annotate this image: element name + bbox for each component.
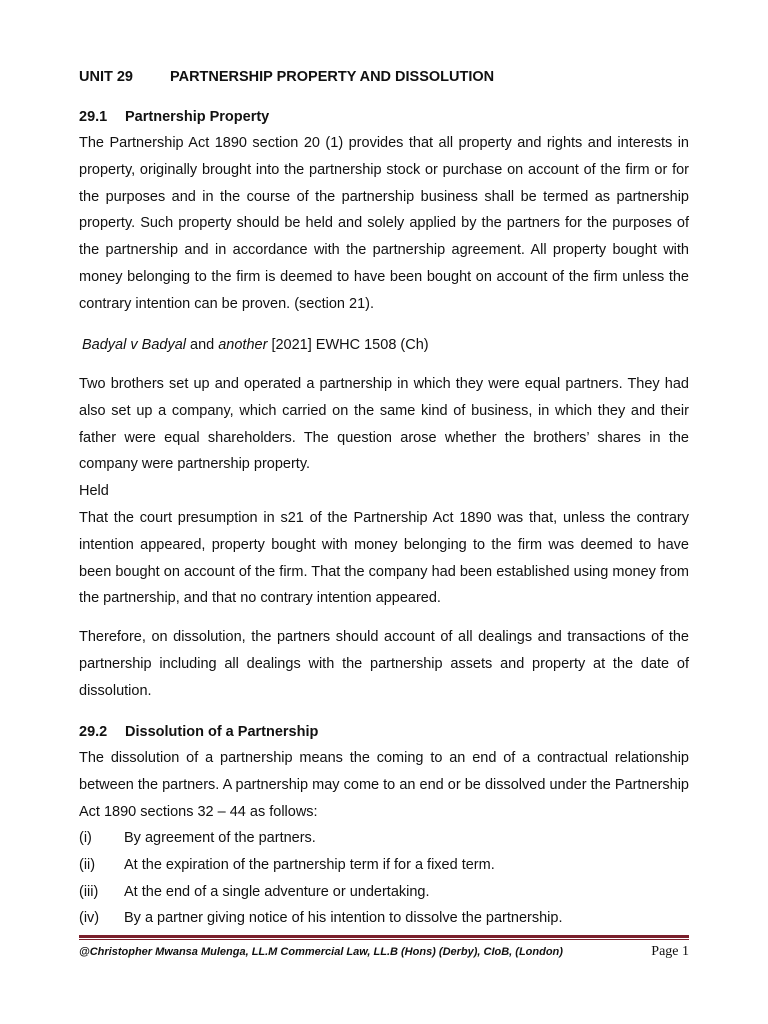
held-paragraph: That the court presumption in s21 of the Partnership Act 1890 was that, unless the contrary intention appeared, property bought with money belonging to the firm was deemed to have been bought on account of the firm. That the company had been established using money from the partnership, and that no contrary intention appeared. <box>79 510 689 607</box>
case-citation <box>82 337 692 353</box>
list-item <box>79 825 689 852</box>
case-reference: [2021] EWHC 1508 (Ch) <box>267 337 429 353</box>
unit-title: PARTNERSHIP PROPERTY AND DISSOLUTION <box>170 69 495 85</box>
list-item <box>79 852 689 879</box>
dissolution-paragraph: The dissolution of a partnership means the coming to an end of a contractual relationship between the partners. A partnership may come to an end or be dissolved under the Partnership Act 1890 sections 32 – 44 as follows: <box>79 750 689 820</box>
section-heading-29-1 <box>79 109 689 125</box>
list-item-number: (ii) <box>79 856 96 873</box>
footer-divider-thick <box>79 935 689 938</box>
held-label: Held <box>79 483 109 499</box>
section-title: Partnership Property <box>125 109 270 125</box>
unit-number: UNIT 29 <box>79 69 133 85</box>
list-item-text: By a partner giving notice of his intention to dissolve the partnership. <box>124 910 563 927</box>
section-number: 29.1 <box>79 109 108 125</box>
case-party-2: another <box>218 337 268 353</box>
partnership-property-paragraph: The Partnership Act 1890 section 20 (1) provides that all property and rights and interests in property, originally brought into the partnership stock or purchase on account of the firm or for the purposes and in the course of the partnership business shall be termed as partnership property. Such property should be held and solely applied by the partners for the purposes of the partnership and in accordance with the partnership agreement. All property bought with money belonging to the firm is deemed to have been bought on account of the firm unless the contrary intention can be proven. (section 21). <box>79 135 689 312</box>
section-heading-29-2 <box>79 724 689 740</box>
dissolution-list <box>79 825 689 932</box>
list-item-text: At the expiration of the partnership term if for a fixed term. <box>124 856 495 873</box>
unit-heading <box>79 69 494 85</box>
case-party-1: Badyal v Badyal <box>82 337 186 353</box>
case-facts-paragraph: Two brothers set up and operated a partnership in which they were equal partners. They had also set up a company, which carried on the same kind of business, in which they and their father were equal shareholders. The question arose whether the brothers’ shares in the company were partnership property. <box>79 376 689 473</box>
list-item-number: (iv) <box>79 910 100 927</box>
footer-author: @Christopher Mwansa Mulenga, LL.M Commercial Law, LL.B (Hons) (Derby), CIoB, (London) <box>79 946 563 958</box>
list-item-number: (i) <box>79 830 92 846</box>
section-number: 29.2 <box>79 724 108 740</box>
list-item-text: By agreement of the partners. <box>124 830 316 846</box>
footer-divider-thin <box>79 939 689 940</box>
list-item-text: At the end of a single adventure or undertaking. <box>124 883 430 900</box>
list-item <box>79 879 689 906</box>
conclusion-paragraph: Therefore, on dissolution, the partners should account of all dealings and transactions of the partnership including all dealings with the partnership assets and property at the date of dissolution. <box>79 629 689 699</box>
section-title: Dissolution of a Partnership <box>125 724 319 740</box>
list-item-number: (iii) <box>79 883 99 900</box>
list-item <box>79 905 689 932</box>
page-number: Page 1 <box>651 944 689 959</box>
case-conjunction: and <box>185 337 219 353</box>
